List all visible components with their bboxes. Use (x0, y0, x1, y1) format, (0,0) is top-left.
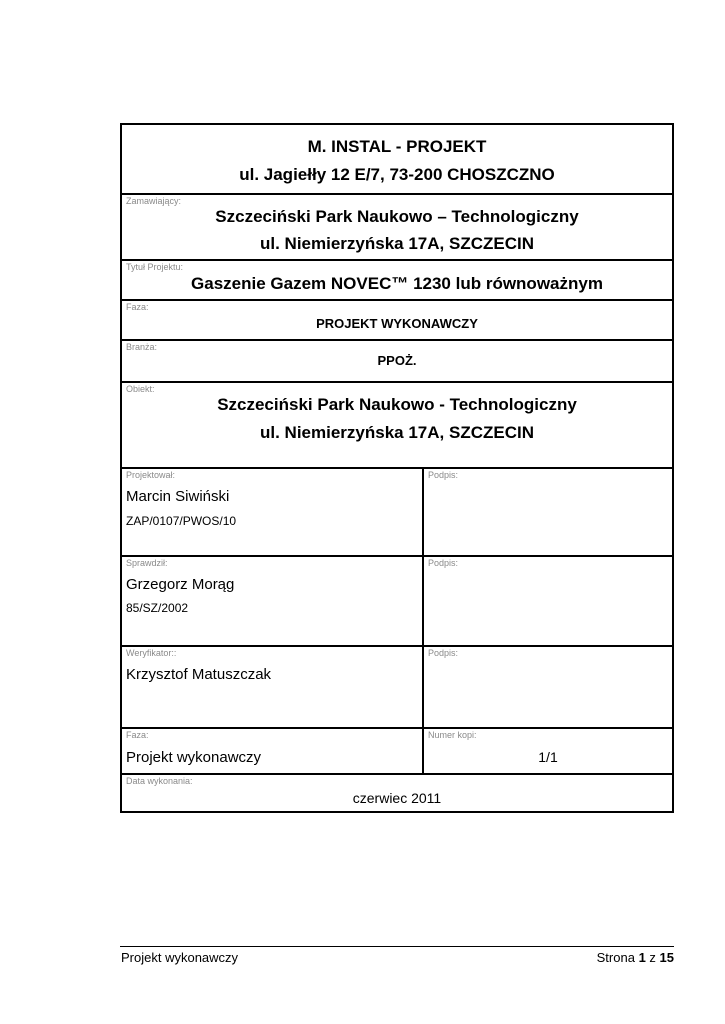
designer-signature-cell (424, 469, 672, 555)
checker-license: 85/SZ/2002 (126, 601, 189, 615)
company-address: ul. Jagiełły 12 E/7, 73-200 CHOSZCZNO (239, 165, 555, 184)
phase2-caption: Faza: (126, 730, 149, 740)
project-title: Gaszenie Gazem NOVEC™ 1230 lub równoważnym (191, 274, 603, 293)
copy-number-value: 1/1 (538, 749, 558, 765)
checker-signature-caption: Podpis: (428, 558, 459, 568)
branch-caption: Branża: (126, 342, 158, 352)
designer-signature-caption: Podpis: (428, 470, 459, 480)
verifier-caption: Weryfikator:: (126, 648, 177, 658)
verifier-cell (122, 647, 424, 727)
phase2-section (122, 729, 672, 775)
copy-number-cell (424, 729, 672, 773)
object-section (122, 383, 672, 469)
client-name: Szczeciński Park Naukowo – Technologiczny (215, 207, 579, 226)
verifier-signature-caption: Podpis: (428, 648, 459, 658)
header-section (122, 125, 672, 195)
page-total: 15 (659, 950, 674, 965)
checker-signature-cell (424, 557, 672, 645)
verifier-name: Krzysztof Matuszczak (126, 666, 272, 683)
client-address: ul. Niemierzyńska 17A, SZCZECIN (260, 234, 534, 253)
designer-cell (122, 469, 424, 555)
designer-license: ZAP/0107/PWOS/10 (126, 514, 237, 528)
phase2-value: Projekt wykonawczy (126, 749, 262, 766)
phase-caption: Faza: (126, 302, 149, 312)
copy-number-caption: Numer kopi: (428, 730, 477, 740)
date-value: czerwiec 2011 (352, 790, 442, 806)
verifier-section (122, 647, 672, 729)
designer-section (122, 469, 672, 557)
checker-caption: Sprawdził: (126, 558, 168, 568)
footer-page-number (597, 950, 674, 965)
object-name: Szczeciński Park Naukowo - Technologiczny (217, 395, 577, 414)
client-section (122, 195, 672, 261)
page-current: 1 (638, 950, 646, 965)
object-caption: Obiekt: (126, 384, 155, 394)
verifier-signature-cell (424, 647, 672, 727)
client-caption: Zamawiający: (126, 196, 182, 206)
designer-name: Marcin Siwiński (126, 488, 230, 505)
project-title-section (122, 261, 672, 301)
footer-divider (120, 946, 674, 947)
company-name: M. INSTAL - PROJEKT (307, 137, 487, 156)
title-sheet (120, 123, 674, 813)
checker-name: Grzegorz Morąg (126, 576, 235, 593)
branch-value: PPOŻ. (377, 353, 417, 368)
checker-cell (122, 557, 424, 645)
designer-caption: Projektował: (126, 470, 176, 480)
branch-section (122, 341, 672, 383)
page-separator: z (645, 950, 660, 965)
date-section (122, 775, 672, 811)
footer-doc-label: Projekt wykonawczy (121, 950, 239, 965)
date-caption: Data wykonania: (126, 776, 193, 786)
page-prefix: Strona (596, 950, 639, 965)
phase2-cell (122, 729, 424, 773)
checker-section (122, 557, 672, 647)
phase-value: PROJEKT WYKONAWCZY (316, 316, 478, 331)
phase-section (122, 301, 672, 341)
project-title-caption: Tytuł Projektu: (126, 262, 184, 272)
object-address: ul. Niemierzyńska 17A, SZCZECIN (260, 423, 534, 442)
